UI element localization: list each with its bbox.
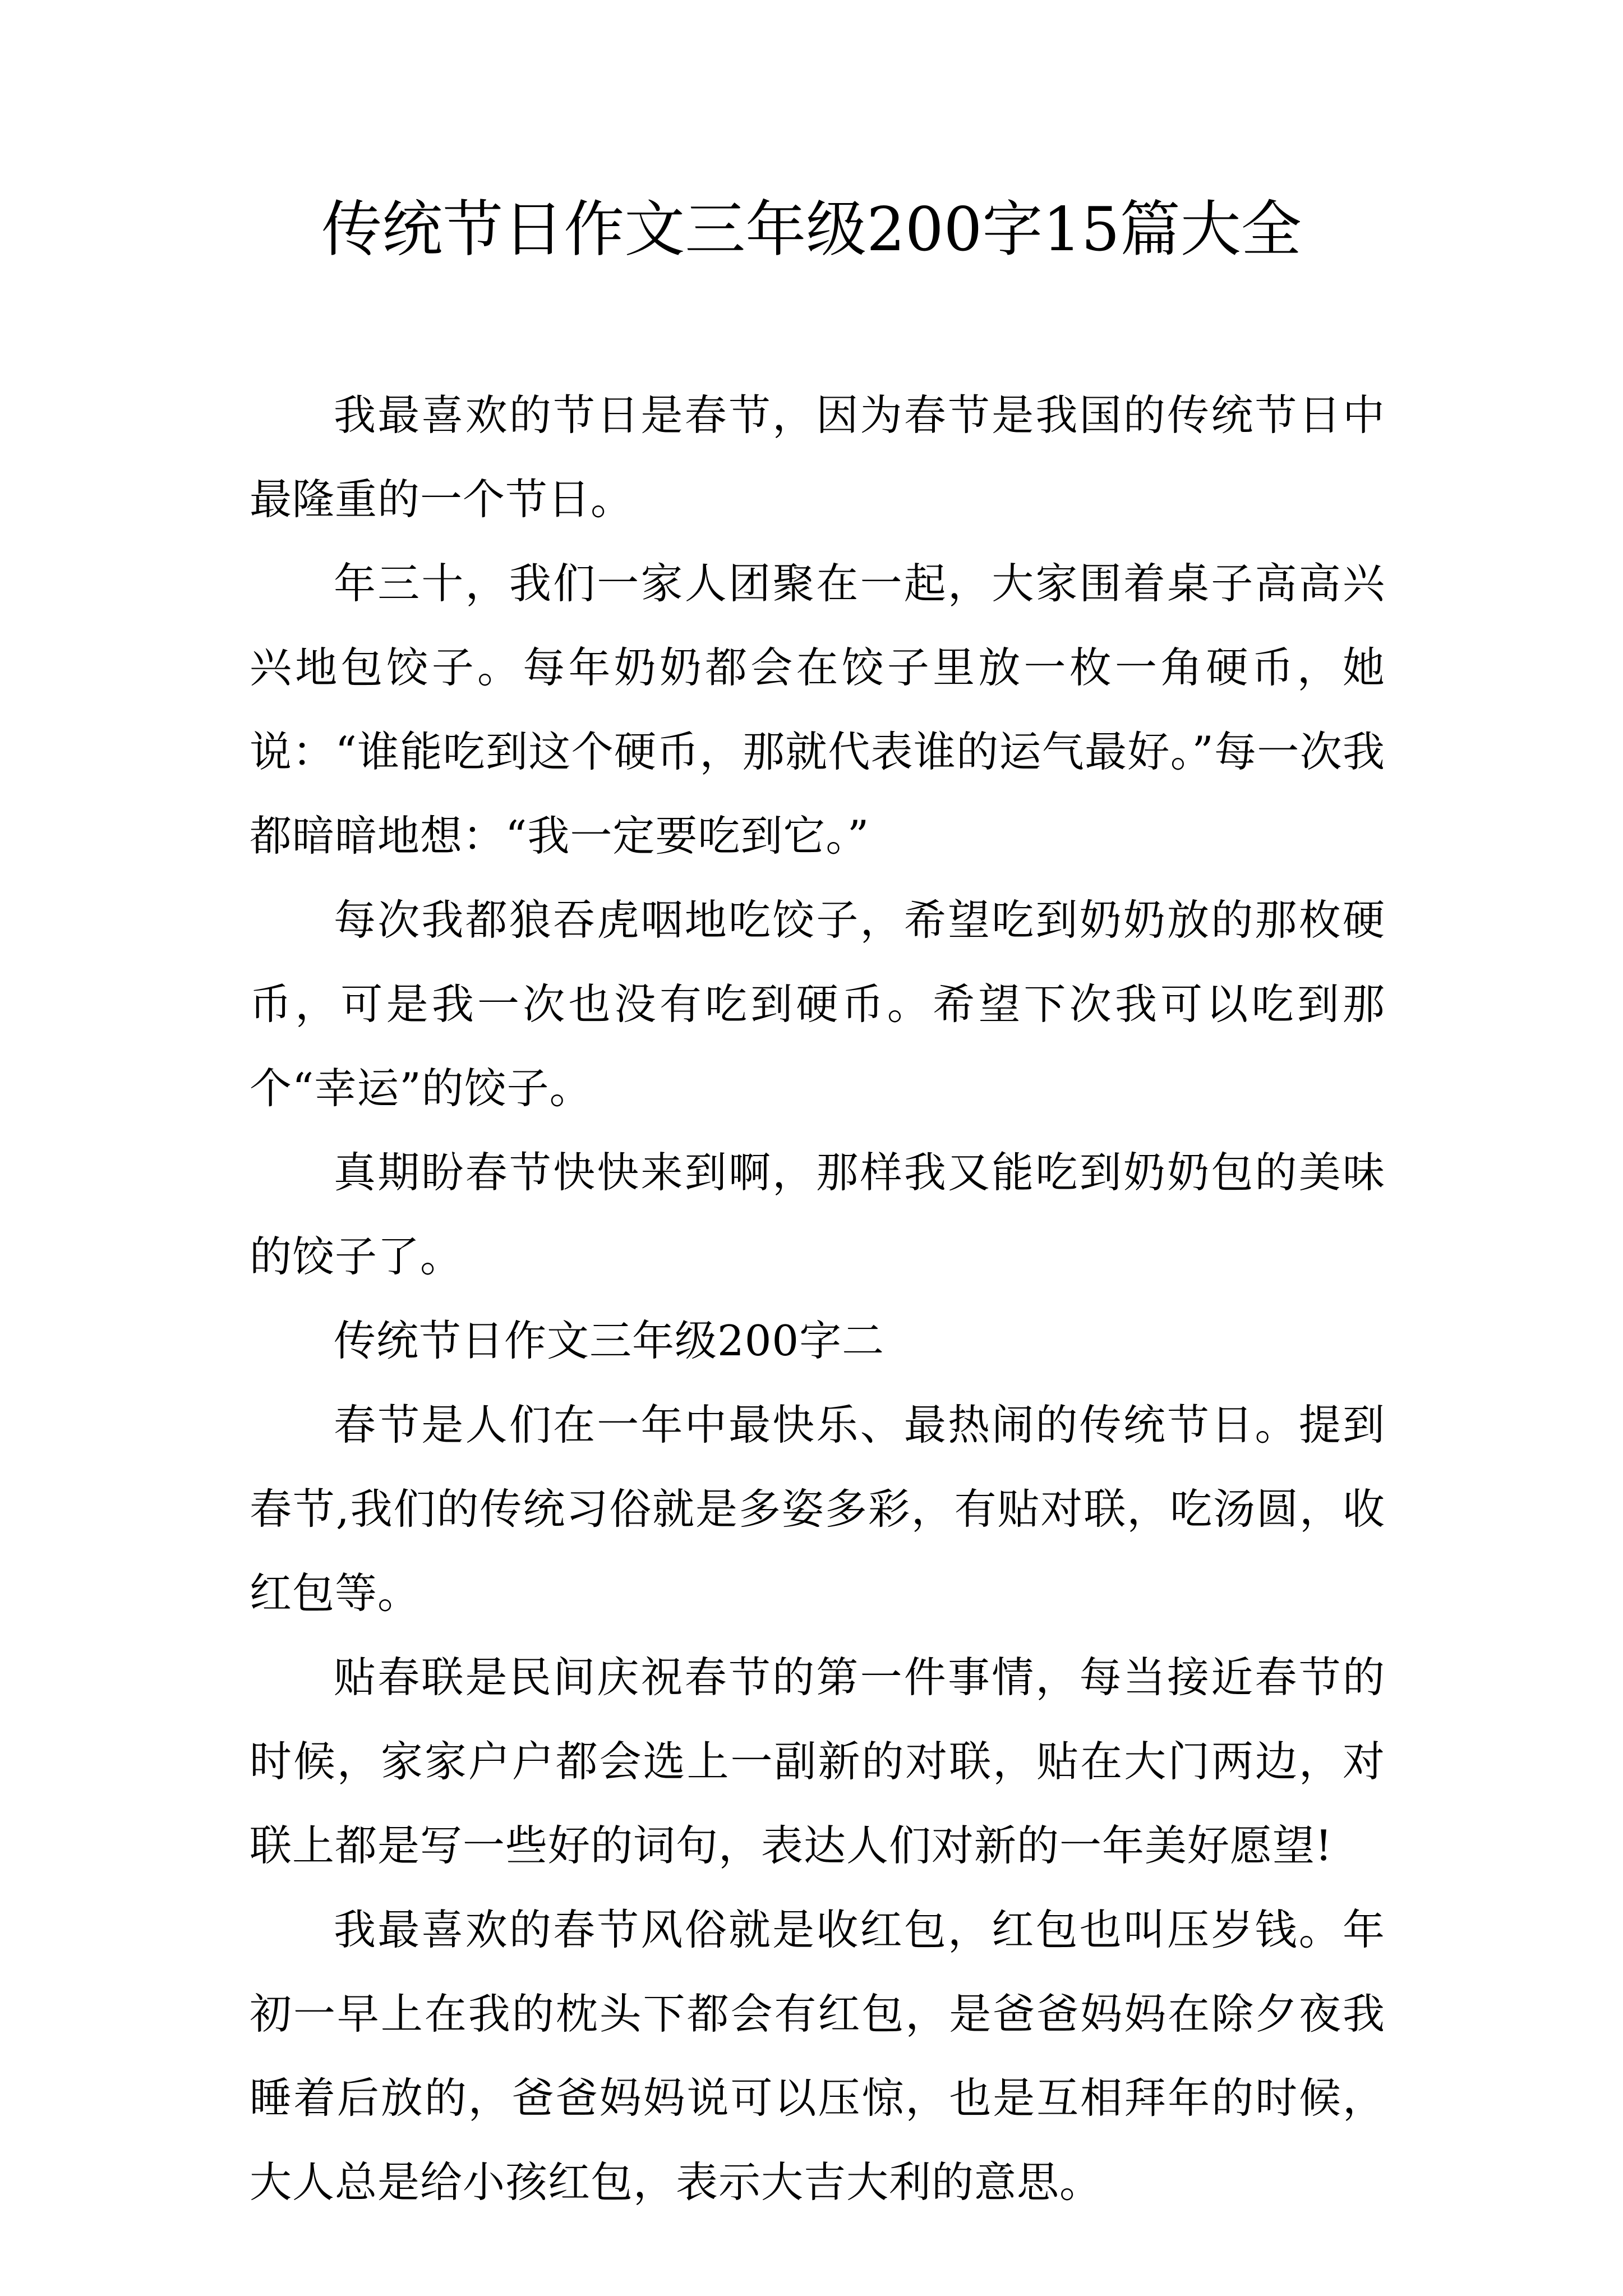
paragraph-6: 贴春联是民间庆祝春节的第一件事情，每当接近春节的时候，家家户户都会选上一副新的对联，贴在大门两边，对联上都是写一些好的词句，表达人们对新的一年美好愿望! xyxy=(250,1653,1385,1870)
paragraph-4: 真期盼春节快快来到啊，那样我又能吃到奶奶包的美味的饺子了。 xyxy=(250,1148,1385,1281)
paragraph-5: 春节是人们在一年中最快乐、最热闹的传统节日。提到春节,我们的传统习俗就是多姿多彩，有贴对联，吃汤圆，收红包等。 xyxy=(250,1400,1385,1618)
paragraph-7: 我最喜欢的春节风俗就是收红包，红包也叫压岁钱。年初一早上在我的枕头下都会有红包，是爸爸妈妈在除夕夜我睡着后放的，爸爸妈妈说可以压惊，也是互相拜年的时候，大人总是给小孩红包，表示大吉大利的意思。 xyxy=(250,1905,1385,2207)
document-title: 传统节日作文三年级200字15篇大全 xyxy=(321,195,1302,265)
section-heading: 传统节日作文三年级200字二 xyxy=(334,1316,885,1365)
document-body xyxy=(250,373,1385,2224)
paragraph-1: 我最喜欢的节日是春节，因为春节是我国的传统节日中最隆重的一个节日。 xyxy=(250,390,1385,524)
paragraph-2: 年三十，我们一家人团聚在一起，大家围着桌子高高兴兴地包饺子。每年奶奶都会在饺子里放一枚一角硬币，她说：“谁能吃到这个硬币，那就代表谁的运气最好。”每一次我都暗暗地想：“我一定要吃到它。” xyxy=(250,559,1385,861)
paragraph-3: 每次我都狼吞虎咽地吃饺子，希望吃到奶奶放的那枚硬币，可是我一次也没有吃到硬币。希望下次我可以吃到那个“幸运”的饺子。 xyxy=(250,895,1385,1113)
